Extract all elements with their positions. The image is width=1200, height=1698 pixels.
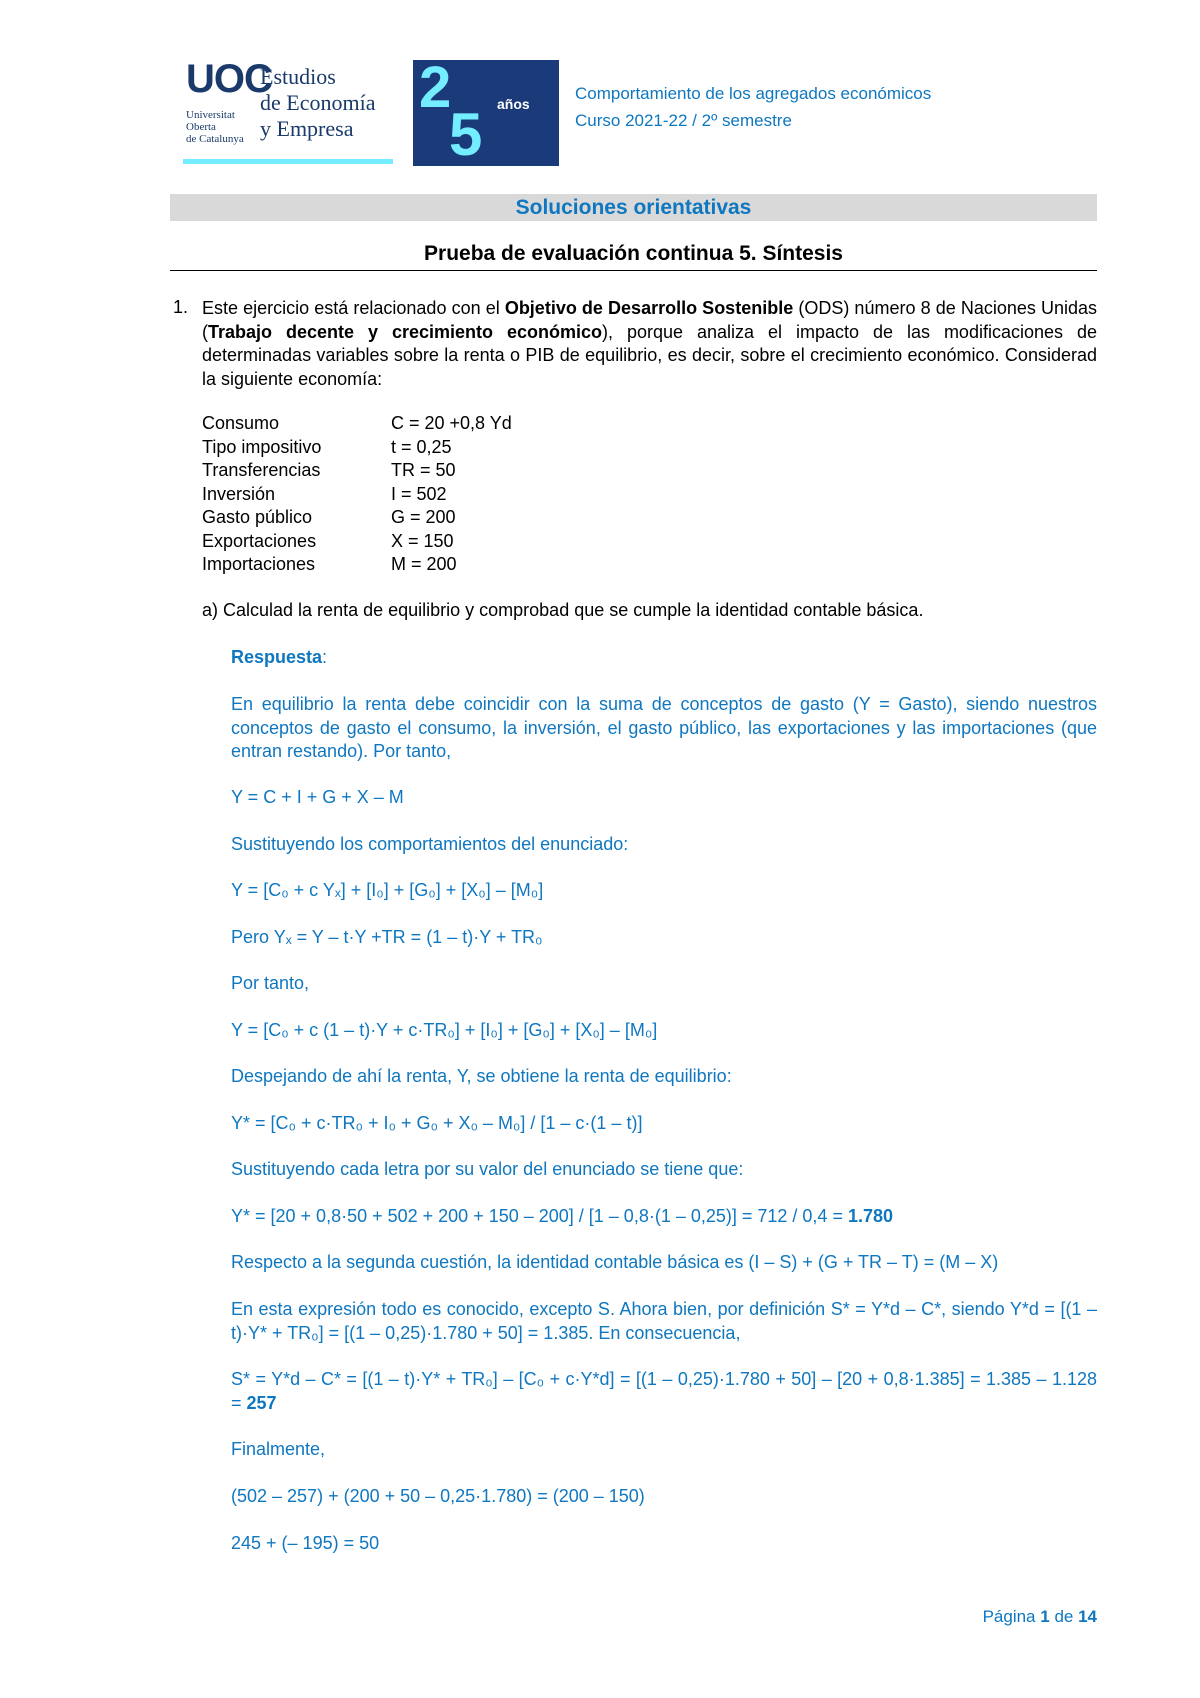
answer-paragraph: Respecto a la segunda cuestión, la identidad contable básica es (I – S) + (G + TR – T) = (M – X) <box>231 1252 999 1272</box>
question-intro: Este ejercicio está relacionado con el Objetivo de Desarrollo Sostenible (ODS) número 8 de Naciones Unidas (Trabajo decente y crecimiento económico), porque analiza el impacto de las modificaciones de determinadas variables sobre la renta o PIB de equilibrio, es decir, sobre el crecimiento económico. Considerad la siguiente economía: <box>202 298 1097 389</box>
uoc-logo-subtitle: Universitat Oberta de Catalunya <box>186 109 244 145</box>
equation: Y* = [C₀ + c·TR₀ + I₀ + G₀ + X₀ – M₀] / [1 – c·(1 – t)] <box>231 1113 643 1133</box>
answer-paragraph: Sustituyendo cada letra por su valor del enunciado se tiene que: <box>231 1159 744 1179</box>
equation: Pero Yₓ = Y – t·Y +TR = (1 – t)·Y + TR₀ <box>231 927 543 947</box>
equation: Y* = [20 + 0,8·50 + 502 + 200 + 150 – 200] / [1 – 0,8·(1 – 0,25)] = 712 / 0,4 = 1.780 <box>231 1206 894 1226</box>
exam-title: Prueba de evaluación continua 5. Síntesis <box>424 242 843 265</box>
page-number: Página 1 de 14 <box>982 1607 1097 1626</box>
variable-row: Tipo impositivo t = 0,25 <box>202 436 452 457</box>
title-divider <box>170 270 1097 271</box>
answer-paragraph: Por tanto, <box>231 973 310 993</box>
variable-row: Consumo C = 20 +0,8 Yd <box>202 413 512 433</box>
equation: S* = Y*d – C* = [(1 – t)·Y* + TR₀] – [C₀ + c·Y*d] = [(1 – 0,25)·1.780 + 50] – [20 + 0,8·1.385] = 1.385 – 1.128 = 257 <box>231 1369 1097 1413</box>
equation: (502 – 257) + (200 + 50 – 0,25·1.780) = (200 – 150) <box>231 1486 645 1506</box>
answer-paragraph: En esta expresión todo es conocido, excepto S. Ahora bien, por definición S* = Y*d – C*, siendo Y*d = [(1 – t)·Y* + TR₀] = [(1 – 0,25)·1.780 + 50] = 1.385. En consecuencia, <box>231 1299 1097 1343</box>
question-number: 1. <box>173 297 189 317</box>
equation: 245 + (– 195) = 50 <box>231 1533 380 1553</box>
course-info <box>575 80 931 134</box>
solutions-title: Soluciones orientativas <box>515 196 752 219</box>
variable-row: Importaciones M = 200 <box>202 554 457 574</box>
course-term: Curso 2021-22 / 2º semestre <box>575 111 792 130</box>
equilibrium-result: 1.780 <box>847 1206 894 1226</box>
variable-row: Gasto público G = 200 <box>202 507 456 527</box>
answer-paragraph: Sustituyendo los comportamientos del enunciado: <box>231 834 629 854</box>
savings-result: 257 <box>246 1392 277 1413</box>
answer-paragraph: En equilibrio la renta debe coincidir con la suma de conceptos de gasto (Y = Gasto), siendo nuestros conceptos de gasto el consumo, la inversión, el gasto público, las exportaciones y las importaciones (que entran restando). Por tanto, <box>231 694 1097 761</box>
equation: Y = [C₀ + c (1 – t)·Y + c·TR₀] + [I₀] + [G₀] + [X₀] – [M₀] <box>231 1020 658 1040</box>
answer-paragraph: Finalmente, <box>231 1439 326 1459</box>
equation: Y = [C₀ + c Yₓ] + [I₀] + [G₀] + [X₀] – [M₀] <box>231 880 544 900</box>
variable-row: Transferencias TR = 50 <box>202 460 456 480</box>
school-name: Estudios de Economía y Empresa <box>260 64 376 141</box>
variable-row: Inversión I = 502 <box>202 483 447 504</box>
uoc-logo <box>183 57 397 167</box>
logo-accent-bar <box>183 159 393 164</box>
variable-row: Exportaciones X = 150 <box>202 530 454 551</box>
answer-paragraph: Despejando de ahí la renta, Y, se obtiene la renta de equilibrio: <box>231 1066 732 1086</box>
equation: Y = C + I + G + X – M <box>231 787 404 807</box>
variables-table <box>202 412 512 577</box>
uoc-logo-letters: UOC <box>186 57 272 101</box>
course-title: Comportamiento de los agregados económicos <box>575 84 932 103</box>
header-logo <box>183 57 563 167</box>
question-part-a: a) Calculad la renta de equilibrio y comprobad que se cumple la identidad contable básica. <box>202 600 924 620</box>
anniversary-logo: 2 5 años <box>413 60 559 166</box>
answer-label: Respuesta: <box>231 647 328 667</box>
